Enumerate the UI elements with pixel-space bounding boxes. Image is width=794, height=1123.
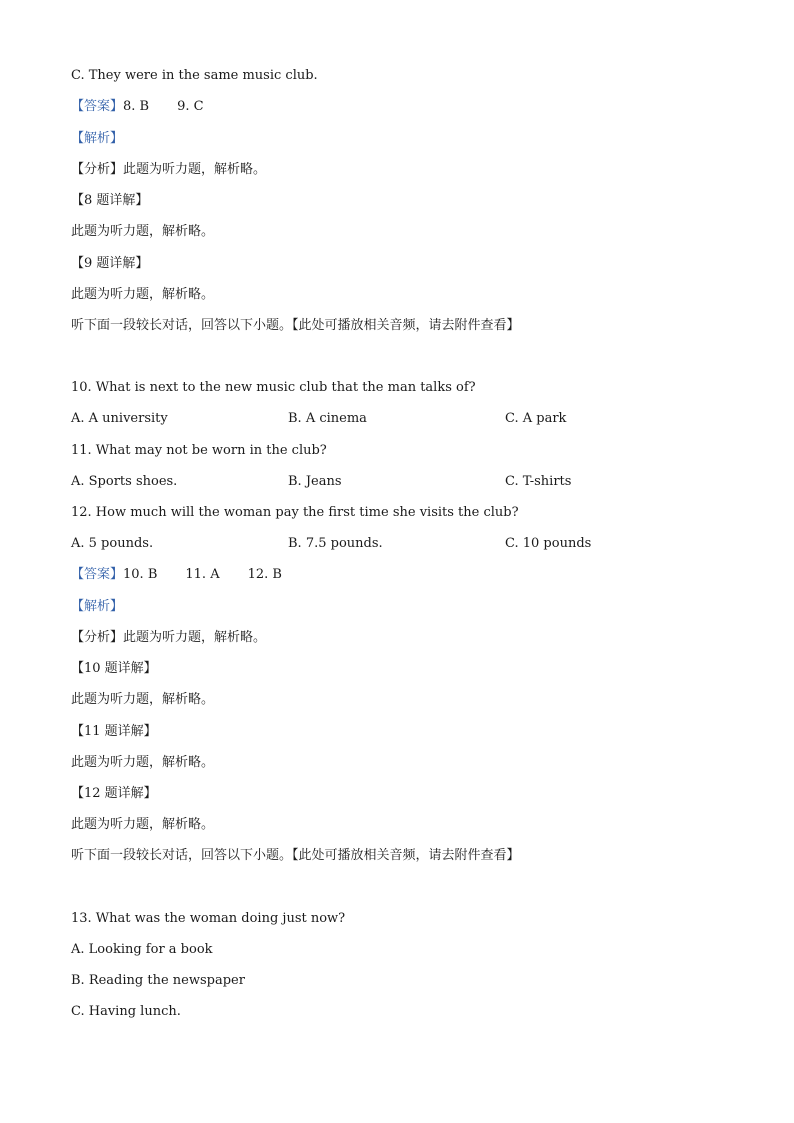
detail-text: 此题为听力题，解析略。 xyxy=(71,224,215,239)
answer-value: 12. B xyxy=(247,567,282,582)
option-a: A. 5 pounds. xyxy=(71,536,154,551)
option-c: C. T-shirts xyxy=(505,474,572,489)
detail-text: 此题为听力题，解析略。 xyxy=(71,817,215,832)
detail-heading: 【9 题详解】 xyxy=(71,256,149,271)
question-10: 10. What is next to the new music club that the man talks of? xyxy=(71,380,476,395)
answer-value: 11. A xyxy=(185,567,220,582)
detail-heading: 【11 题详解】 xyxy=(71,724,157,739)
detail-heading: 【10 题详解】 xyxy=(71,661,157,676)
option-b: B. Jeans xyxy=(288,474,342,489)
answer-tag: 【答案】 xyxy=(71,99,124,114)
detail-text: 此题为听力题，解析略。 xyxy=(71,287,215,302)
option-c: C. Having lunch. xyxy=(71,1004,181,1019)
answer-value: 8. B xyxy=(123,99,150,114)
question-12: 12. How much will the woman pay the first time she visits the club? xyxy=(71,505,519,520)
answer-value: 9. C xyxy=(177,99,204,114)
option-a: A. Looking for a book xyxy=(71,942,213,957)
answer-line xyxy=(71,98,204,116)
option-b: B. Reading the newspaper xyxy=(71,973,245,988)
option-c: C. A park xyxy=(505,411,567,426)
detail-text: 此题为听力题，解析略。 xyxy=(71,755,215,770)
listening-instruction: 听下面一段较长对话，回答以下小题。【此处可播放相关音频，请去附件查看】 xyxy=(71,318,520,333)
analysis-heading: 【解析】 xyxy=(71,599,124,614)
option-text: C. They were in the same music club. xyxy=(71,68,318,83)
detail-heading: 【8 题详解】 xyxy=(71,193,149,208)
option-b: B. A cinema xyxy=(288,411,367,426)
detail-text: 此题为听力题，解析略。 xyxy=(71,692,215,707)
question-13: 13. What was the woman doing just now? xyxy=(71,911,346,926)
answer-tag: 【答案】 xyxy=(71,567,124,582)
analysis-heading: 【解析】 xyxy=(71,131,124,146)
option-a: A. A university xyxy=(71,411,168,426)
option-c: C. 10 pounds xyxy=(505,536,592,551)
answer-line xyxy=(71,566,282,584)
option-a: A. Sports shoes. xyxy=(71,474,178,489)
listening-instruction: 听下面一段较长对话，回答以下小题。【此处可播放相关音频，请去附件查看】 xyxy=(71,848,520,863)
detail-heading: 【12 题详解】 xyxy=(71,786,157,801)
answer-value: 10. B xyxy=(123,567,158,582)
option-b: B. 7.5 pounds. xyxy=(288,536,383,551)
analysis-text: 【分析】此题为听力题，解析略。 xyxy=(71,162,267,177)
analysis-text: 【分析】此题为听力题，解析略。 xyxy=(71,630,267,645)
question-11: 11. What may not be worn in the club? xyxy=(71,443,327,458)
